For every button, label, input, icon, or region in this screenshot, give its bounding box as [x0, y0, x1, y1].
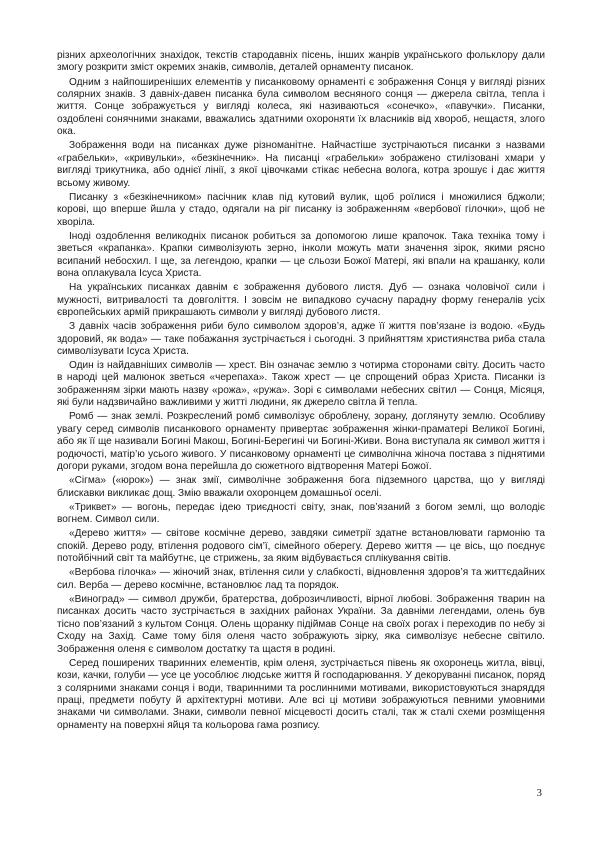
- paragraph: Одним з найпоширеніших елементів у писанковому орнаменті є зображення Сонця у вигляді різних солярних знаків. З давніх-давен писанка була символом весняного сонця — джерела світла, тепла і життя. Сонце зображується у вигляді колеса, які називаються «сонечко», «павучки». Писанки, оздоблені сонячними знаками, вважались здатними охороняти їх власників від хвороб, нещастя, злого ока.: [57, 76, 545, 138]
- paragraph: «Вербова гілочка» — жіночий знак, втілення сили у слабкості, відновлення здоров’я та життєдайних сил. Верба — дерево космічне, встановлює лад та порядок.: [57, 567, 545, 591]
- paragraph: Ромб — знак землі. Розкреслений ромб символізує оброблену, зорану, доглянуту землю. Особливу увагу серед символів писанкового орнаменту привертає зображення жінки-праматері Великої Богині, або як її ще називали Богині Макош, Богині-Берегині чи Богині-Живи. Вона виступала як символ життя і родючості, матір’ю усього живого. У писанковому орнаменті це символічна жіноча постава з піднятими догори руками, згодом вона перейшла до сюжетного відтворення Матері Божої.: [57, 411, 545, 473]
- paragraph: «Дерево життя» — світове космічне дерево, завдяки симетрії здатне встановлювати гармонію та спокій. Дерево роду, втілення родового сім’ї, сімейного оберегу. Дерево життя — це вісь, що поєднує потойбічний світ та майбутнє, це стрижень, за яким відбувається сплікування світів.: [57, 528, 545, 565]
- paragraph: «Сігма» («юрок») — знак змії, символічне зображення бога підземного царства, що у вигляді блискавки викликає дощ. Змію вважали охоронцем домашньої оселі.: [57, 475, 545, 499]
- document-body: [57, 50, 545, 734]
- paragraph: Іноді оздоблення великодніх писанок робиться за допомогою лише крапочок. Така техніка тому і зветься «крапанка». Крапки символізують зерно, інколи можуть мати значення зірок, якими рясно всипаний небосхил. І ще, за легендою, крапки — це сльози Божої Матері, які впали на крашанку, коли вона оплакувала Ісуса Христа.: [57, 230, 545, 280]
- paragraph: Зображення води на писанках дуже різноманітне. Найчастіше зустрічаються писанки з назвами «грабельки», «кривульки», «безкінечник». На писанці «грабельки» зображено стилізовані хмари у вигляді трикутника, або однієї лінії, з якої цівочками стікає небесна волога, котра зрошує і дає життя всьому живому.: [57, 140, 545, 189]
- paragraph: Серед поширених тваринних елементів, крім оленя, зустрічається півень як охоронець житла, вівці, кози, качки, голуби — усе це уособлює людське життя й господарювання. У декоруванні писанок, поряд з солярними знаками сонця і води, тваринними та рослинними мотивами, використовуються знаряддя праці, предмети побуту й архітектурні мотиви. Але всі ці мотиви зображуються певними умовними знаками чи символами. Знаки, символи певної місцевості досить сталі, так ж сталі схеми розміщення орнаменту на поверхні яйця та кольорова гама розпису.: [57, 657, 545, 731]
- paragraph: На українських писанках давнім є зображення дубового листя. Дуб — ознака чоловічої сили і мужності, витривалості та довголіття. І зовсім не випадково сучасну парадну форму генералів усіх європейських армій прикрашають символи у вигляді дубового листя.: [57, 282, 545, 319]
- page-number: 3: [536, 787, 542, 799]
- paragraph: різних археологічних знахідок, текстів стародавніх пісень, інших жанрів українського фольклору дали змогу розкрити зміст окремих знаків, символів, деталей орнаменту писанок.: [57, 50, 545, 74]
- paragraph: Писанку з «безкінечником» пасічник клав під кутовий вулик, щоб роїлися і множилися бджоли; корові, що вперше йшла у стадо, одягали на ріг писанку із зображенням «вербової гілочки», щоб не хворіла.: [57, 191, 545, 228]
- paragraph: Один із найдавніших символів — хрест. Він означає землю з чотирма сторонами світу. Досить часто в народі цей малюнок зветься «черепаха». Також хрест — це спрощений образ Христа. Писанки із зображенням зірки мають назву «рожа», «ружа». Зорі є символами небесних світил — Сонця, Місяця, які були надзвичайно важливими у житті людини, як джерело світла й тепла.: [57, 360, 545, 409]
- paragraph: З давніх часів зображення риби було символом здоров’я, адже її життя пов’язане із водою. «Будь здоровий, як вода» — таке побажання зустрічається і сьогодні. З прийняттям християнства риба стала символізувати Ісуса Христа.: [57, 321, 545, 357]
- paragraph: «Триквет» — вогонь, передає ідею триєдності світу, знак, пов’язаний з богом землі, що володіє вогнем. Символ сили.: [57, 501, 545, 526]
- paragraph: «Виноград» — символ дружби, братерства, доброзичливості, вірної любові. Зображення тварин на писанках досить часто зустрічається в західних районах України. За давніми легендами, олень був тісно пов’язаний з культом Сонця. Олень щоранку підіймав Сонце на своїх рогах і переходив по небу зі Сходу на Захід. Саме тому біля оленя часто зображують зірку, яка символізує небесне світило. Зображення оленя є символом достатку та щастя в родині.: [57, 593, 545, 655]
